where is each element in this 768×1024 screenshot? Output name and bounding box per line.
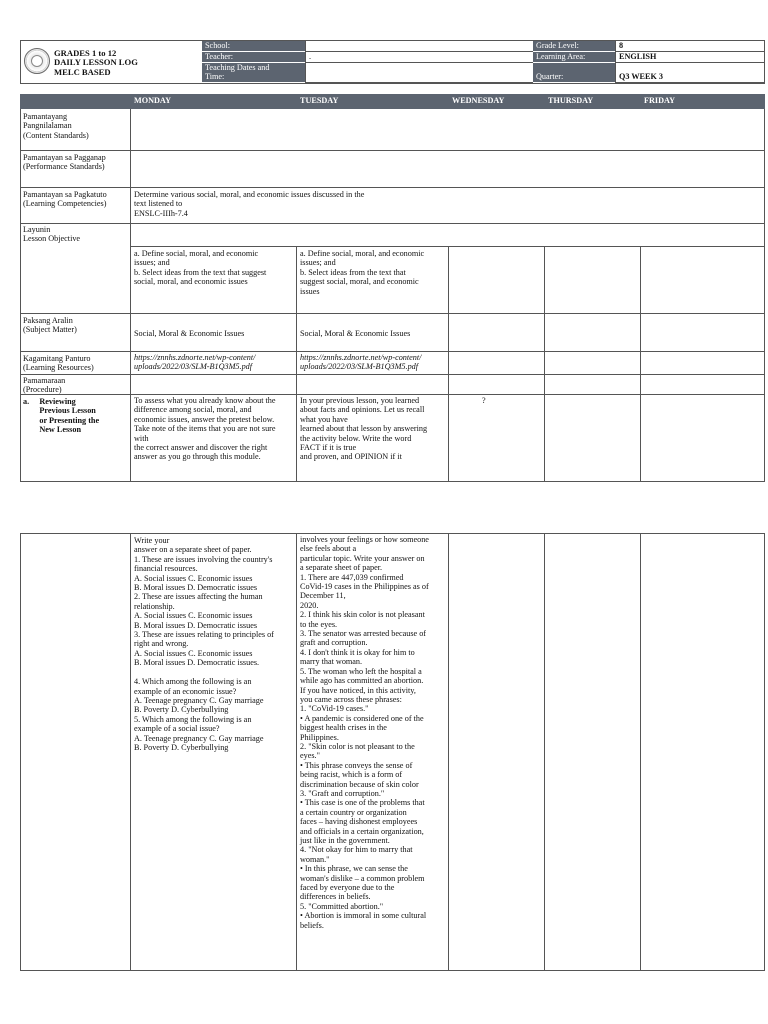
label-review: a. Reviewing Previous Lesson or Presenting the New Lesson	[23, 397, 100, 435]
col-header-wednesday: WEDNESDAY	[448, 94, 544, 109]
resources-monday-link[interactable]: https://znnhs.zdnorte.net/wp-content/ uploads/2022/03/SLM-B1Q3M5.pdf	[134, 353, 256, 372]
row-divider	[130, 246, 765, 247]
col-header-tuesday: TUESDAY	[296, 94, 448, 109]
col-divider	[448, 533, 449, 971]
school-field[interactable]	[305, 41, 533, 52]
col-divider	[448, 246, 449, 482]
dates-label: Teaching Dates and Time:	[202, 63, 305, 83]
col-divider	[640, 533, 641, 971]
review-tuesday: In your previous lesson, you learned about facts and opinions. Let us recall what you have learned about that lesson by answering the activity below. Write the word FACT if it is true and proven, and OPINION if it	[300, 396, 428, 462]
activity-tuesday: involves your feelings or how someone else feels about a particular topic. Write your answer on a separate sheet of paper. 1. There are 447,039 confirmed CoVid-19 cases in the Philippines as of December 11, 2020. 2. I think his skin color is not pleasant to the eyes. 3. The senator was arrested because of graft and corruption. 4. I don't think it is okay for him to marry that woman. 5. The woman who left the hospital a while ago has committed an abortion. If you have noticed, in this activity, you came across these phrases: 1. "CoVid-19 cases." • A pandemic is considered one of the biggest health crises in the Philippines. 2. "Skin color is not pleasant to the eyes." • This phrase conveys the sense of being racist, which is a form of discrimination because of skin color 3. "Graft and corruption." • This case is one of the problems that a certain country or organization faces – having dishonest employees and officials in a certain organization, just like in the government. 4. "Not okay for him to marry that woman." • In this phrase, we can sense the woman's dislike – a common problem faced by everyone due to the differences in beliefs. 5. "Committed abortion." • Abortion is immoral in some cultural beliefs.	[300, 535, 429, 930]
label-subject-matter: Paksang Aralin (Subject Matter)	[23, 316, 77, 335]
col-header-friday: FRIDAY	[640, 94, 765, 109]
row-divider	[20, 223, 765, 224]
seal-center	[31, 55, 43, 67]
col-divider	[296, 533, 297, 971]
school-label: School:	[202, 41, 305, 52]
row-divider	[20, 313, 765, 314]
col-divider	[640, 246, 641, 482]
label-objective: Layunin Lesson Objective	[23, 225, 81, 244]
area-field[interactable]: ENGLISH	[615, 52, 764, 63]
col-divider	[130, 109, 131, 482]
col-header-monday: MONDAY	[130, 94, 296, 109]
review-wednesday: ?	[482, 396, 486, 405]
col-divider	[296, 246, 297, 482]
label-competencies: Pamantayan sa Pagkatuto (Learning Competencies)	[23, 190, 107, 209]
label-procedure: Pamamaraan (Procedure)	[23, 376, 66, 395]
dates-field[interactable]	[305, 63, 533, 83]
pretest-monday: Write your answer on a separate sheet of paper. 1. These are issues involving the country's financial resources. A. Social issues C. Economic issues B. Moral issues D. Democratic issues 2. These are issues affecting the human relationship. A. Social issues C. Economic issues B. Moral issues D. Democratic issues 3. These are issues relating to principles of right and wrong. A. Social issues C. Economic issues B. Moral issues D. Democratic issues. 4. Which among the following is an example of an economic issue? A. Teenage pregnancy C. Gay marriage B. Poverty D. Cyberbullying 5. Which among the following is an example of a social issue? A. Teenage pregnancy C. Gay marriage B. Poverty D. Cyberbullying	[134, 536, 274, 752]
label-performance-standards: Pamantayan sa Pagganap (Performance Standards)	[23, 153, 106, 172]
row-divider	[20, 374, 765, 375]
review-monday: To assess what you already know about the difference among social, moral, and economic issues, answer the pretest below. Take note of the items that you are not sure with the correct answer and discover the right answer as you go through this module.	[134, 396, 276, 462]
quarter-label: Quarter:	[533, 63, 615, 83]
subject-tuesday: Social, Moral & Economic Issues	[300, 329, 411, 338]
row-divider	[20, 150, 765, 151]
col-divider	[544, 533, 545, 971]
row-divider	[20, 351, 765, 352]
row-divider	[20, 394, 765, 395]
teacher-label: Teacher:	[202, 52, 305, 63]
quarter-field[interactable]: Q3 WEEK 3	[615, 63, 764, 83]
dll-title: GRADES 1 to 12 DAILY LESSON LOG MELC BASED	[54, 48, 138, 77]
resources-tuesday-link[interactable]: https://znnhs.zdnorte.net/wp-content/ uploads/2022/03/SLM-B1Q3M5.pdf	[300, 353, 422, 372]
content-standards-text: Pamantayang Pangnilalaman (Content Standards)	[23, 112, 89, 140]
subject-monday: Social, Moral & Economic Issues	[134, 329, 245, 338]
label-resources: Kagamitang Panturo (Learning Resources)	[23, 354, 94, 373]
col-header-blank	[20, 94, 130, 109]
teacher-field[interactable]: .	[305, 52, 533, 63]
row-divider	[20, 187, 765, 188]
objective-tuesday: a. Define social, moral, and economic issues; and b. Select ideas from the text that suggest social, moral, and economic issues	[300, 249, 425, 296]
label-content-standards	[23, 112, 128, 140]
grade-label: Grade Level:	[533, 41, 615, 52]
objective-monday: a. Define social, moral, and economic issues; and b. Select ideas from the text that suggest social, moral, and economic issues	[134, 249, 267, 287]
col-divider	[130, 533, 131, 971]
competencies-text: Determine various social, moral, and economic issues discussed in the text listened to ENSLC-IIIh-7.4	[134, 190, 365, 218]
col-header-thursday: THURSDAY	[544, 94, 640, 109]
grade-field[interactable]: 8	[615, 41, 764, 52]
area-label: Learning Area:	[533, 52, 615, 63]
col-divider	[544, 246, 545, 482]
